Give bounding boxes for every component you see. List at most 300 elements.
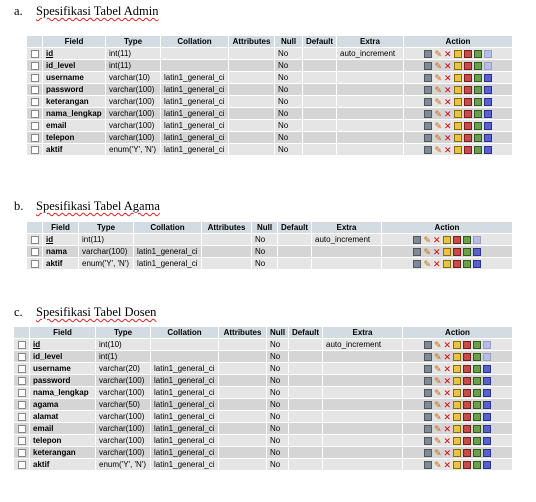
fulltext-icon[interactable] [483, 365, 491, 373]
primary-key-icon[interactable] [443, 260, 451, 268]
edit-icon[interactable]: ✎ [434, 60, 442, 71]
primary-key-icon[interactable] [443, 248, 451, 256]
browse-icon[interactable] [424, 62, 432, 70]
fulltext-icon[interactable] [483, 389, 491, 397]
primary-key-icon[interactable] [453, 413, 461, 421]
browse-icon[interactable] [424, 146, 432, 154]
drop-icon[interactable]: ✕ [444, 60, 452, 71]
row-checkbox-cell [27, 132, 43, 144]
fulltext-icon[interactable] [473, 236, 481, 244]
cell-type: varchar(100) [79, 246, 134, 258]
table-dosen [13, 326, 513, 471]
unique-icon[interactable] [464, 110, 472, 118]
row-checkbox[interactable] [31, 146, 39, 154]
column-header-field: Field [43, 36, 106, 48]
index-icon[interactable] [474, 98, 482, 106]
unique-icon[interactable] [464, 98, 472, 106]
fulltext-icon[interactable] [473, 260, 481, 268]
column-header-field: Field [30, 327, 96, 339]
cell-null: No [275, 108, 303, 120]
edit-icon[interactable]: ✎ [433, 375, 442, 386]
fulltext-icon[interactable] [484, 134, 492, 142]
row-checkbox[interactable] [31, 74, 39, 82]
fulltext-icon[interactable] [484, 62, 492, 70]
row-checkbox[interactable] [31, 134, 39, 142]
cell-extra [312, 246, 382, 258]
row-checkbox[interactable] [31, 236, 39, 244]
cell-action [404, 96, 513, 108]
table-row [27, 144, 513, 156]
row-checkbox[interactable] [18, 401, 26, 409]
cell-default [289, 351, 323, 363]
cell-collation: latin1_general_ci [134, 246, 202, 258]
fulltext-icon[interactable] [484, 50, 492, 58]
cell-default [289, 459, 323, 471]
edit-icon[interactable]: ✎ [433, 387, 442, 398]
cell-null: No [267, 339, 289, 351]
cell-type: varchar(100) [96, 411, 151, 423]
column-header-attributes: Attributes [229, 36, 275, 48]
cell-type: enum('Y', 'N') [79, 258, 134, 270]
fulltext-icon[interactable] [483, 401, 491, 409]
drop-icon[interactable]: ✕ [444, 108, 452, 119]
cell-attributes [219, 399, 267, 411]
cell-null: No [267, 423, 289, 435]
cell-type: int(11) [106, 60, 161, 72]
cell-extra [323, 459, 403, 471]
cell-collation: latin1_general_ci [151, 387, 219, 399]
row-checkbox-cell [27, 48, 43, 60]
edit-icon[interactable]: ✎ [434, 144, 442, 155]
browse-icon[interactable] [424, 377, 432, 385]
drop-icon[interactable]: ✕ [444, 84, 452, 95]
cell-default [289, 423, 323, 435]
browse-icon[interactable] [424, 425, 432, 433]
primary-key-icon[interactable] [453, 353, 461, 361]
row-checkbox-cell [27, 96, 43, 108]
row-checkbox[interactable] [31, 248, 39, 256]
drop-icon[interactable]: ✕ [443, 339, 452, 350]
unique-icon[interactable] [463, 341, 471, 349]
drop-icon[interactable]: ✕ [443, 399, 452, 410]
cell-type: varchar(100) [106, 120, 161, 132]
row-checkbox-cell [27, 120, 43, 132]
row-checkbox[interactable] [31, 62, 39, 70]
row-checkbox[interactable] [31, 110, 39, 118]
row-checkbox[interactable] [18, 413, 26, 421]
edit-icon[interactable]: ✎ [433, 351, 442, 362]
column-header-action: Action [403, 327, 513, 339]
cell-null: No [275, 72, 303, 84]
primary-key-icon[interactable] [454, 62, 462, 70]
browse-icon[interactable] [424, 413, 432, 421]
row-checkbox[interactable] [18, 353, 26, 361]
cell-collation: latin1_general_ci [151, 399, 219, 411]
index-icon[interactable] [463, 236, 471, 244]
cell-collation: latin1_general_ci [161, 132, 229, 144]
fulltext-icon[interactable] [483, 377, 491, 385]
unique-icon[interactable] [463, 365, 471, 373]
cell-extra [337, 120, 404, 132]
cell-attributes [202, 246, 252, 258]
edit-icon[interactable]: ✎ [433, 363, 442, 374]
column-header-field: Field [43, 222, 79, 234]
fulltext-icon[interactable] [484, 122, 492, 130]
cell-type: varchar(100) [96, 447, 151, 459]
browse-icon[interactable] [424, 401, 432, 409]
drop-icon[interactable]: ✕ [444, 48, 452, 59]
unique-icon[interactable] [463, 425, 471, 433]
cell-type: varchar(100) [106, 108, 161, 120]
cell-collation [134, 234, 202, 246]
row-checkbox[interactable] [18, 377, 26, 385]
cell-attributes [202, 258, 252, 270]
edit-icon[interactable]: ✎ [433, 339, 442, 350]
cell-attributes [219, 423, 267, 435]
cell-default [289, 411, 323, 423]
edit-icon[interactable]: ✎ [434, 132, 442, 143]
browse-icon[interactable] [424, 341, 432, 349]
drop-icon[interactable]: ✕ [443, 363, 452, 374]
heading-agama [14, 199, 160, 214]
unique-icon[interactable] [464, 134, 472, 142]
browse-icon[interactable] [424, 389, 432, 397]
primary-key-icon[interactable] [453, 341, 461, 349]
cell-default [303, 72, 337, 84]
unique-icon[interactable] [463, 353, 471, 361]
browse-icon[interactable] [424, 74, 432, 82]
index-icon[interactable] [474, 62, 482, 70]
cell-type: varchar(20) [96, 363, 151, 375]
cell-default [303, 84, 337, 96]
cell-type: int(10) [96, 339, 151, 351]
drop-icon[interactable]: ✕ [444, 72, 452, 83]
row-checkbox[interactable] [31, 50, 39, 58]
index-icon[interactable] [473, 449, 481, 457]
index-icon[interactable] [473, 437, 481, 445]
cell-type: varchar(100) [96, 423, 151, 435]
table-header-row [27, 36, 513, 48]
drop-icon[interactable]: ✕ [443, 447, 452, 458]
table-row [27, 96, 513, 108]
cell-default [278, 234, 312, 246]
drop-icon[interactable]: ✕ [443, 459, 452, 470]
index-icon[interactable] [474, 86, 482, 94]
row-checkbox[interactable] [18, 461, 26, 469]
column-header-null: Null [267, 327, 289, 339]
row-checkbox[interactable] [18, 425, 26, 433]
index-icon[interactable] [474, 122, 482, 130]
unique-icon[interactable] [464, 122, 472, 130]
fulltext-icon[interactable] [484, 74, 492, 82]
cell-field: nama_lengkap [30, 387, 96, 399]
heading-letter: a. [14, 4, 23, 18]
unique-icon[interactable] [463, 461, 471, 469]
browse-icon[interactable] [424, 134, 432, 142]
primary-key-icon[interactable] [454, 50, 462, 58]
drop-icon[interactable]: ✕ [433, 234, 441, 245]
cell-field: aktif [43, 144, 106, 156]
index-icon[interactable] [473, 425, 481, 433]
cell-attributes [219, 411, 267, 423]
cell-action [382, 234, 513, 246]
cell-attributes [229, 120, 275, 132]
unique-icon[interactable] [453, 236, 461, 244]
cell-collation: latin1_general_ci [151, 363, 219, 375]
drop-icon[interactable]: ✕ [443, 351, 452, 362]
drop-icon[interactable]: ✕ [443, 411, 452, 422]
unique-icon[interactable] [453, 260, 461, 268]
edit-icon[interactable]: ✎ [434, 108, 442, 119]
column-header-action: Action [382, 222, 513, 234]
table-agama [26, 221, 513, 270]
cell-attributes [229, 60, 275, 72]
cell-action [403, 423, 513, 435]
unique-icon[interactable] [464, 86, 472, 94]
cell-collation: latin1_general_ci [134, 258, 202, 270]
cell-collation: latin1_general_ci [161, 84, 229, 96]
row-checkbox[interactable] [18, 449, 26, 457]
primary-key-icon[interactable] [454, 122, 462, 130]
cell-default [278, 246, 312, 258]
index-icon[interactable] [473, 377, 481, 385]
drop-icon[interactable]: ✕ [444, 96, 452, 107]
column-header-action: Action [404, 36, 513, 48]
index-icon[interactable] [473, 413, 481, 421]
primary-key-icon[interactable] [454, 86, 462, 94]
fulltext-icon[interactable] [483, 461, 491, 469]
primary-key-icon[interactable] [453, 461, 461, 469]
fulltext-icon[interactable] [483, 425, 491, 433]
fulltext-icon[interactable] [484, 98, 492, 106]
drop-icon[interactable]: ✕ [433, 246, 441, 257]
browse-icon[interactable] [424, 449, 432, 457]
cell-field: aktif [43, 258, 79, 270]
index-icon[interactable] [473, 401, 481, 409]
index-icon[interactable] [474, 110, 482, 118]
browse-icon[interactable] [424, 365, 432, 373]
cell-attributes [229, 96, 275, 108]
row-checkbox[interactable] [18, 365, 26, 373]
heading-title: Spesifikasi Tabel Dosen [36, 305, 157, 319]
unique-icon[interactable] [464, 50, 472, 58]
column-header-extra: Extra [323, 327, 403, 339]
edit-icon[interactable]: ✎ [433, 411, 442, 422]
primary-key-icon[interactable] [454, 98, 462, 106]
browse-icon[interactable] [413, 248, 421, 256]
index-icon[interactable] [473, 365, 481, 373]
table-row [27, 258, 513, 270]
cell-attributes [219, 435, 267, 447]
fulltext-icon[interactable] [484, 146, 492, 154]
index-icon[interactable] [474, 50, 482, 58]
cell-type: varchar(50) [96, 399, 151, 411]
index-icon[interactable] [473, 341, 481, 349]
cell-extra: auto_increment [323, 339, 403, 351]
row-checkbox[interactable] [18, 341, 26, 349]
unique-icon[interactable] [463, 437, 471, 445]
drop-icon[interactable]: ✕ [444, 144, 452, 155]
index-icon[interactable] [474, 146, 482, 154]
fulltext-icon[interactable] [483, 413, 491, 421]
cell-extra [323, 351, 403, 363]
row-checkbox[interactable] [31, 86, 39, 94]
drop-icon[interactable]: ✕ [443, 375, 452, 386]
cell-action [404, 132, 513, 144]
index-icon[interactable] [473, 461, 481, 469]
row-checkbox[interactable] [31, 98, 39, 106]
cell-default [278, 258, 312, 270]
row-checkbox[interactable] [31, 122, 39, 130]
index-icon[interactable] [473, 389, 481, 397]
edit-icon[interactable]: ✎ [433, 447, 442, 458]
cell-extra [323, 423, 403, 435]
cell-field: telepon [30, 435, 96, 447]
fulltext-icon[interactable] [483, 449, 491, 457]
edit-icon[interactable]: ✎ [434, 84, 442, 95]
table-row [14, 363, 513, 375]
edit-icon[interactable]: ✎ [434, 72, 442, 83]
index-icon[interactable] [474, 74, 482, 82]
cell-action [404, 72, 513, 84]
browse-icon[interactable] [424, 353, 432, 361]
row-checkbox-cell [14, 447, 30, 459]
index-icon[interactable] [473, 353, 481, 361]
row-checkbox[interactable] [18, 437, 26, 445]
cell-type: varchar(100) [106, 84, 161, 96]
fulltext-icon[interactable] [484, 86, 492, 94]
browse-icon[interactable] [413, 236, 421, 244]
unique-icon[interactable] [463, 401, 471, 409]
unique-icon[interactable] [453, 248, 461, 256]
primary-key-icon[interactable] [453, 377, 461, 385]
table-row [14, 447, 513, 459]
column-header-null: Null [275, 36, 303, 48]
browse-icon[interactable] [424, 98, 432, 106]
table-row [27, 246, 513, 258]
cell-collation [151, 351, 219, 363]
edit-icon[interactable]: ✎ [434, 120, 442, 131]
browse-icon[interactable] [424, 110, 432, 118]
table-admin [26, 35, 513, 156]
browse-icon[interactable] [413, 260, 421, 268]
primary-key-icon[interactable] [454, 146, 462, 154]
cell-null: No [267, 387, 289, 399]
drop-icon[interactable]: ✕ [444, 120, 452, 131]
primary-key-icon[interactable] [453, 401, 461, 409]
primary-key-icon[interactable] [453, 425, 461, 433]
cell-action [404, 60, 513, 72]
unique-icon[interactable] [463, 449, 471, 457]
column-header-extra: Extra [312, 222, 382, 234]
table-row [27, 60, 513, 72]
browse-icon[interactable] [424, 86, 432, 94]
cell-extra [323, 399, 403, 411]
cell-type: varchar(100) [96, 375, 151, 387]
cell-field: nama [43, 246, 79, 258]
browse-icon[interactable] [424, 461, 432, 469]
cell-field: id [30, 339, 96, 351]
drop-icon[interactable]: ✕ [443, 387, 452, 398]
drop-icon[interactable]: ✕ [443, 435, 452, 446]
cell-null: No [267, 435, 289, 447]
edit-icon[interactable]: ✎ [423, 246, 431, 257]
cell-default [303, 120, 337, 132]
edit-icon[interactable]: ✎ [423, 234, 431, 245]
cell-field: id [43, 234, 79, 246]
primary-key-icon[interactable] [454, 110, 462, 118]
drop-icon[interactable]: ✕ [443, 423, 452, 434]
primary-key-icon[interactable] [453, 365, 461, 373]
primary-key-icon[interactable] [454, 134, 462, 142]
column-header-default: Default [278, 222, 312, 234]
cell-extra [323, 375, 403, 387]
index-icon[interactable] [474, 134, 482, 142]
edit-icon[interactable]: ✎ [433, 399, 442, 410]
primary-key-icon[interactable] [453, 449, 461, 457]
unique-icon[interactable] [463, 377, 471, 385]
table-row [14, 411, 513, 423]
heading-letter: c. [14, 305, 23, 319]
browse-icon[interactable] [424, 122, 432, 130]
fulltext-icon[interactable] [484, 110, 492, 118]
primary-key-icon[interactable] [453, 437, 461, 445]
cell-field: aktif [30, 459, 96, 471]
cell-collation: latin1_general_ci [161, 144, 229, 156]
table-row [27, 132, 513, 144]
edit-icon[interactable]: ✎ [434, 48, 442, 59]
unique-icon[interactable] [463, 389, 471, 397]
edit-icon[interactable]: ✎ [433, 423, 442, 434]
fulltext-icon[interactable] [473, 248, 481, 256]
cell-action [403, 399, 513, 411]
unique-icon[interactable] [464, 62, 472, 70]
primary-key-icon[interactable] [453, 389, 461, 397]
fulltext-icon[interactable] [483, 353, 491, 361]
cell-extra [337, 132, 404, 144]
unique-icon[interactable] [464, 146, 472, 154]
table-row [14, 399, 513, 411]
row-checkbox[interactable] [18, 389, 26, 397]
browse-icon[interactable] [424, 437, 432, 445]
primary-key-icon[interactable] [443, 236, 451, 244]
browse-icon[interactable] [424, 50, 432, 58]
index-icon[interactable] [463, 260, 471, 268]
cell-extra [323, 363, 403, 375]
table-row [27, 234, 513, 246]
fulltext-icon[interactable] [483, 341, 491, 349]
drop-icon[interactable]: ✕ [444, 132, 452, 143]
fulltext-icon[interactable] [483, 437, 491, 445]
index-icon[interactable] [463, 248, 471, 256]
row-checkbox[interactable] [31, 260, 39, 268]
cell-attributes [219, 351, 267, 363]
edit-icon[interactable]: ✎ [434, 96, 442, 107]
primary-key-icon[interactable] [454, 74, 462, 82]
edit-icon[interactable]: ✎ [423, 258, 431, 269]
cell-default [303, 96, 337, 108]
table-row [27, 48, 513, 60]
unique-icon[interactable] [463, 413, 471, 421]
cell-action [404, 120, 513, 132]
edit-icon[interactable]: ✎ [433, 435, 442, 446]
cell-extra [337, 72, 404, 84]
table-row [27, 108, 513, 120]
column-header-type: Type [79, 222, 134, 234]
unique-icon[interactable] [464, 74, 472, 82]
drop-icon[interactable]: ✕ [433, 258, 441, 269]
edit-icon[interactable]: ✎ [433, 459, 442, 470]
